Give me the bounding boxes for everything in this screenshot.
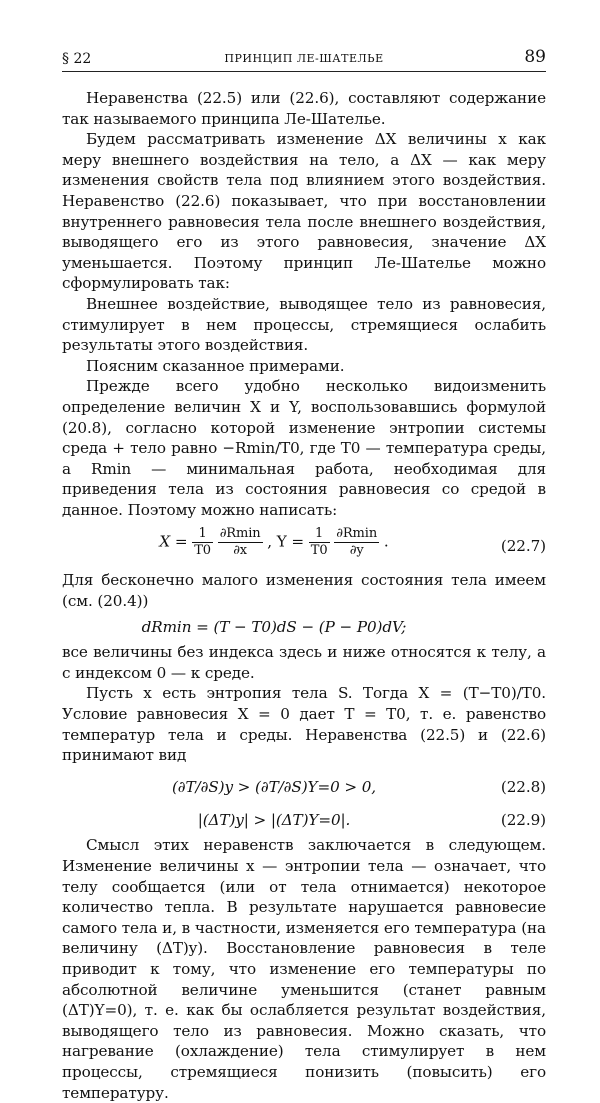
fraction-one-over-t0-2: $\frac{1}{T0}$	[310, 526, 328, 559]
paragraph-7: все величины без индекса здесь и ниже относятся к телу, а с индексом 0 — к среде.	[62, 643, 546, 682]
page-body	[62, 88, 546, 1103]
fraction-dr-dy: $\frac{\partial Rmin}{\partial y}$	[336, 526, 378, 559]
paragraph-6: Для бесконечно малого изменения состояния тела имеем (см. (20.4))	[62, 571, 546, 611]
page-number: 89	[524, 47, 546, 67]
equation-number-22-7: (22.7)	[500, 537, 546, 556]
eq-22-9-text: |(ΔT)y| > |(ΔT)Y=0|.	[197, 810, 351, 829]
equation-dr-min	[62, 617, 546, 638]
section-number: § 22	[62, 51, 92, 67]
equation-22-9	[62, 810, 546, 831]
paragraph-3: Внешнее воздействие, выводящее тело из равновесия, стимулирует в нем процессы, стремящиеся ослабить результаты этого воздействия.	[62, 294, 546, 355]
equation-22-8	[62, 771, 546, 805]
equation-number-22-8: (22.8)	[500, 777, 546, 796]
eq-22-7-mid: , Y =	[267, 532, 309, 551]
paragraph-4: Поясним сказанное примерами.	[86, 356, 345, 375]
paragraph-8: Пусть x есть энтропия тела S. Тогда X = (T−T0)/T0. Условие равновесия X = 0 дает T = T0, т. е. равенство температур тела и среды. Неравенства (22.5) и (22.6) принимают вид	[62, 684, 546, 765]
paragraph-1: Неравенства (22.5) или (22.6), составляют содержание так называемого принципа Ле-Шательe.	[62, 89, 546, 128]
running-title: ПРИНЦИП ЛЕ-ШАТЕЛЬЕ	[224, 52, 384, 65]
equation-22-7	[62, 526, 546, 566]
paragraph-2: Будем рассматривать изменение ΔX величины x как меру внешнего воздействия на тело, а ΔX — как меру изменения свойств тела под влиянием этого воздействия. Неравенство (22.6) показывает, что при восстановлении внутреннего равновесия тела после внешнего воздействия, выводящего его из этого равновесия, значение ΔX уменьшается. Поэтому принцип Ле-Шателье можно сформулировать так:	[62, 130, 546, 293]
eq-22-7-left: X =	[159, 532, 193, 551]
fraction-dr-dx: $\frac{\partial Rmin}{\partial x}$	[219, 526, 261, 559]
eq-dr-min-text: dRmin = (T − T0)dS − (P − P0)dV;	[141, 617, 407, 636]
header-rule	[62, 71, 546, 72]
eq-22-7-end: .	[383, 532, 389, 551]
fraction-one-over-t0: $\frac{1}{T0}$	[194, 526, 211, 559]
paragraph-9: Смысл этих неравенств заключается в следующем. Изменение величины x — энтропии тела — означает, что телу сообщается (или от тела отнимается) некоторое количество тепла. В результате нарушается равновесие самого тела и, в частности, изменяется его температура (на величину (ΔT)y). Восстановление равновесия в теле приводит к тому, что изменение его температуры по абсолютной величине уменьшится (станет равным (ΔT)Y=0), т. е. как бы ослабляется результат воздействия, выводящего тело из равновесия. Можно сказать, что нагревание (охлаждение) тела стимулирует в нем процессы, стремящиеся понизить (повысить) его температуру.	[62, 836, 546, 1102]
paragraph-5: Прежде всего удобно несколько видоизменить определение величин X и Y, воспользовавшись формулой (20.8), согласно которой изменение энтропии системы среда + тело равно −Rmin/T0, где T0 — температура среды, а Rmin — минимальная работа, необходимая для приведения тела из состояния равновесия со средой в данное. Поэтому можно написать:	[62, 377, 546, 519]
page-header	[62, 47, 546, 71]
eq-22-8-text: (∂T/∂S)y > (∂T/∂S)Y=0 > 0,	[171, 777, 377, 796]
equation-number-22-9: (22.9)	[500, 810, 546, 829]
